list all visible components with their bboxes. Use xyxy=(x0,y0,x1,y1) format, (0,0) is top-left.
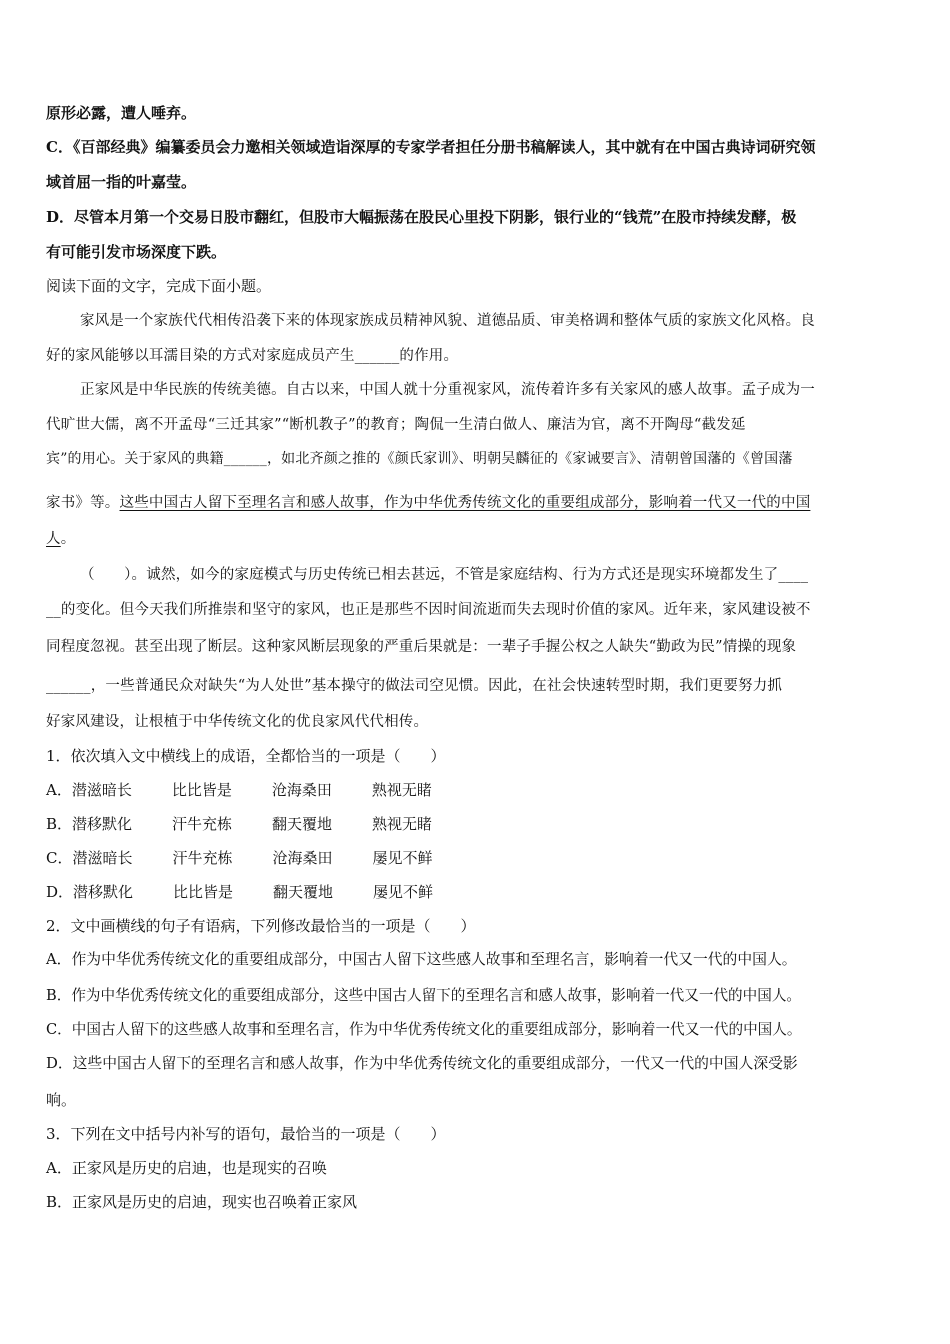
prev-option-d-line1: D．尽管本月第一个交易日股市翻红，但股市大幅振荡在股民心里投下阴影，银行业的“钱荒”在股市持续发酵，极 xyxy=(46,208,797,226)
q2-option-d-line2[interactable]: 响。 xyxy=(46,1091,77,1109)
q3-option-b[interactable]: B．正家风是历史的启迪，现实也召唤着正家风 xyxy=(46,1193,358,1211)
passage-p2-line3: 宾”的用心。关于家风的典籍______，如北齐颜之推的《颜氏家训》、明朝吴麟征的《家诫要言》、清朝曾国藩的《曾国藩 xyxy=(46,451,793,467)
q1-option-c-word2: 汗牛充栋 xyxy=(172,849,233,867)
passage-p1-line1: 家风是一个家族代代相传沿袭下来的体现家族成员精神风貌、道德品质、审美格调和整体气质的家族文化风格。良 xyxy=(80,313,815,329)
q1-option-b-word1: 潜移默化 xyxy=(72,815,133,833)
q1-option-a-label: A． xyxy=(46,781,72,799)
q1-option-c-word1: 潜滋暗长 xyxy=(72,849,133,867)
prev-option-d-line2: 有可能引发市场深度下跌。 xyxy=(46,243,227,261)
q1-option-a-word4: 熟视无睹 xyxy=(371,781,432,799)
q1-option-c[interactable] xyxy=(46,848,433,868)
q2-option-b[interactable]: B．作为中华优秀传统文化的重要组成部分，这些中国古人留下的至理名言和感人故事，影响着一代又一代的中国人。 xyxy=(46,987,802,1004)
q2-stem: 2．文中画横线的句子有语病，下列修改最恰当的一项是（ ） xyxy=(46,917,476,935)
q1-option-b-word4: 熟视无睹 xyxy=(372,815,433,833)
passage-p3-line2: __的变化。但今天我们所推崇和坚守的家风，也正是那些不因时间流逝而失去现时价值的家风。近年来，家风建设被不 xyxy=(46,602,811,618)
passage-p3-line5: 好家风建设，让根植于中华传统文化的优良家风代代相传。 xyxy=(46,714,429,730)
q1-option-a[interactable] xyxy=(46,780,432,800)
q1-stem: 1．依次填入文中横线上的成语，全都恰当的一项是（ ） xyxy=(46,747,446,765)
q1-option-d-label: D． xyxy=(46,883,74,901)
q1-option-c-label: C． xyxy=(46,849,73,867)
q1-option-a-word1: 潜滋暗长 xyxy=(71,781,132,799)
q2-option-a[interactable]: A．作为中华优秀传统文化的重要组成部分，中国古人留下这些感人故事和至理名言，影响着一代又一代的中国人。 xyxy=(46,951,797,968)
q3-option-a[interactable]: A．正家风是历史的启迪，也是现实的召唤 xyxy=(46,1159,327,1177)
q3-stem: 3．下列在文中括号内补写的语句，最恰当的一项是（ ） xyxy=(46,1125,446,1143)
q1-option-c-word3: 沧海桑田 xyxy=(272,849,333,867)
q1-option-d-word3: 翻天覆地 xyxy=(273,883,334,901)
q1-option-d-word1: 潜移默化 xyxy=(73,883,134,901)
passage-p2-line4-prefix: 家书》等。 xyxy=(46,495,120,511)
reading-instruction: 阅读下面的文字，完成下面小题。 xyxy=(46,277,272,295)
prev-option-c-line1: C．《百部经典》编纂委员会力邀相关领域造诣深厚的专家学者担任分册书稿解读人，其中就有在中国古典诗词研究领 xyxy=(46,138,816,156)
q2-option-c[interactable]: C．中国古人留下的这些感人故事和至理名言，作为中华优秀传统文化的重要组成部分，影响着一代又一代的中国人。 xyxy=(46,1021,802,1038)
q1-option-b-word3: 翻天覆地 xyxy=(272,815,333,833)
passage-p2-line5 xyxy=(46,529,75,549)
passage-p2-line2: 代旷世大儒，离不开孟母“三迁其家”“断机教子”的教育；陶侃一生清白做人、廉洁为官，离不开陶母“截发延 xyxy=(46,417,746,433)
q1-option-d[interactable] xyxy=(46,882,433,902)
passage-p2-line5-suffix: 。 xyxy=(60,531,76,547)
prev-option-c-line2: 域首屈一指的叶嘉莹。 xyxy=(46,173,197,191)
passage-p3-line1: （ ）。诚然，如今的家庭模式与历史传统已相去甚远，不管是家庭结构、行为方式还是现实环境都发生了____ xyxy=(80,567,809,583)
passage-p3-line4: ______，一些普通民众对缺失“为人处世”基本操守的做法司空见惯。因此，在社会快速转型时期，我们更要努力抓 xyxy=(46,678,783,694)
underlined-sentence-part1: 这些中国古人留下至理名言和感人故事，作为中华优秀传统文化的重要组成部分，影响着一代又一代的中国 xyxy=(119,495,811,511)
underlined-sentence-part2: 人 xyxy=(46,531,61,547)
q1-option-c-word4: 屡见不鲜 xyxy=(372,849,433,867)
prev-option-b-tail: 原形必露，遭人唾弃。 xyxy=(46,104,197,122)
q1-option-b[interactable] xyxy=(46,814,432,834)
passage-p3-line3: 同程度忽视。甚至出现了断层。这种家风断层现象的严重后果就是：一辈子手握公权之人缺失“勤政为民”情操的现象 xyxy=(46,639,797,655)
q1-option-d-word2: 比比皆是 xyxy=(173,883,234,901)
q1-option-a-word3: 沧海桑田 xyxy=(271,781,332,799)
q1-option-b-label: B． xyxy=(46,815,73,833)
q1-option-a-word2: 比比皆是 xyxy=(171,781,232,799)
q1-option-b-word2: 汗牛充栋 xyxy=(172,815,233,833)
passage-p2-line1: 正家风是中华民族的传统美德。自古以来，中国人就十分重视家风，流传着许多有关家风的感人故事。孟子成为一 xyxy=(80,382,815,398)
passage-p2-line4 xyxy=(46,493,810,513)
q1-option-d-word4: 屡见不鲜 xyxy=(373,883,434,901)
q2-option-d-line1[interactable]: D．这些中国古人留下的至理名言和感人故事，作为中华优秀传统文化的重要组成部分，一代又一代的中国人深受影 xyxy=(46,1055,798,1072)
passage-p1-line2: 好的家风能够以耳濡目染的方式对家庭成员产生______的作用。 xyxy=(46,348,459,364)
